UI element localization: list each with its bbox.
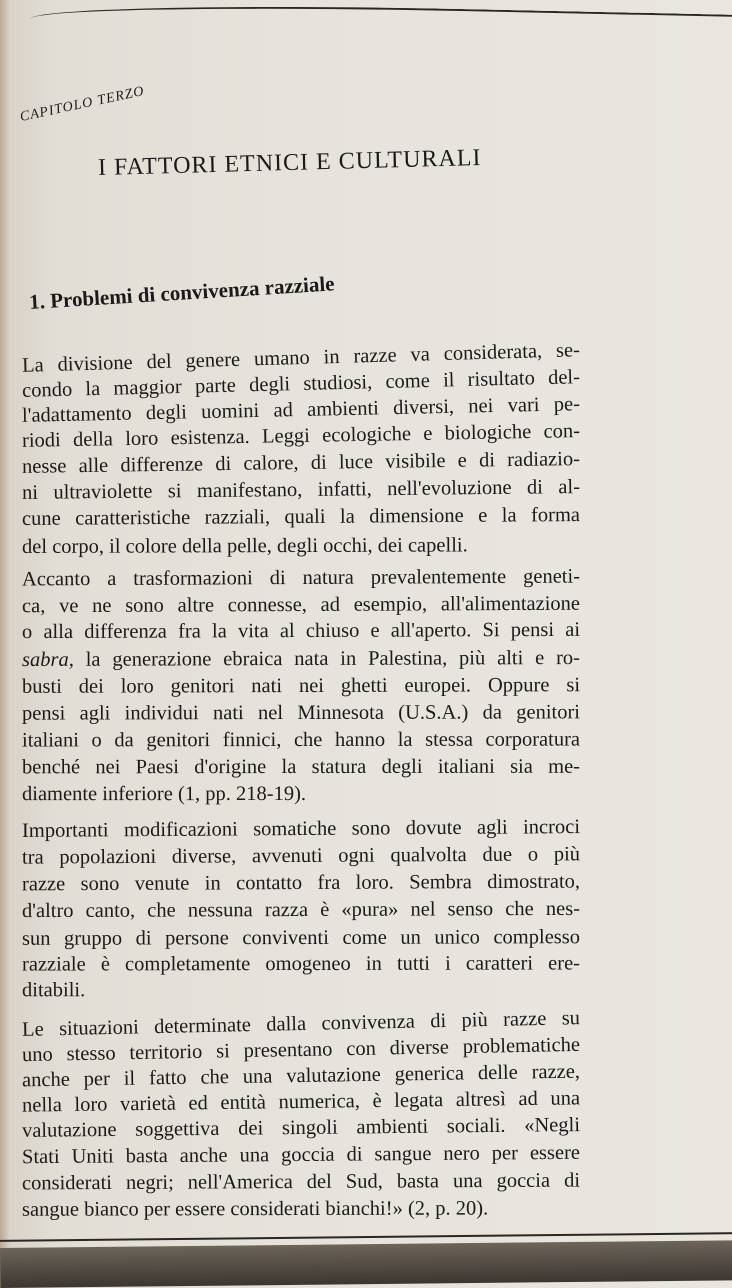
text-line: ni ultraviolette si manifestano, infatti, nell'evoluzione di al- (21, 476, 581, 504)
text-line: ca, ve ne sono altre connesse, ad esempio, all'alimentazione (21, 592, 581, 618)
text-line: benché nei Paesi d'origine la statura degli italiani sia me- (21, 755, 581, 779)
chapter-label: CAPITOLO TERZO (18, 83, 146, 126)
text-line: l'adattamento degli uomini ad ambienti diversi, nei vari pe- (21, 393, 581, 427)
text-line: cune caratteristiche razziali, quali la dimensione e la forma (21, 504, 581, 530)
text-line: del corpo, il colore della pelle, degli occhi, dei capelli. (21, 534, 468, 558)
text-line: busti dei loro genitori nati nei ghetti europei. Oppure si (21, 674, 581, 698)
top-rule (29, 0, 732, 47)
text-line: valutazione soggettiva dei singoli ambienti sociali. «Negli (21, 1114, 581, 1142)
text-line: Importanti modificazioni somatiche sono dovute agli incroci (21, 816, 581, 842)
chapter-title: I FATTORI ETNICI E CULTURALI (97, 144, 482, 182)
text-line: condo la maggior parte degli studiosi, come il risultato del- (21, 366, 581, 402)
text-line: razziale è completamente omogeneo in tutti i caratteri ere- (21, 952, 581, 976)
page-shadow (0, 1240, 732, 1288)
text-line: d'altro canto, che nessuna razza è «pura» nel senso che nes- (21, 897, 581, 923)
text-line: sangue bianco per essere considerati bianchi!» (2, p. 20). (21, 1197, 489, 1221)
text-line: sabra, la generazione ebraica nata in Palestina, più alti e ro- (21, 647, 581, 671)
text-line: sun gruppo di persone conviventi come un unico complesso (21, 926, 581, 950)
text-line: o alla differenza fra la vita al chiuso e all'aperto. Si pensi ai (21, 618, 581, 644)
text-line: anche per il fatto che una valutazione generica delle razze, (21, 1060, 581, 1092)
text-line: Stati Uniti basta anche una goccia di sangue nero per essere (21, 1141, 581, 1169)
text-line: Le situazioni determinate dalla convivenza di più razze su (21, 1007, 581, 1041)
text-line: diamente inferiore (1, pp. 218-19). (21, 782, 307, 806)
text-line: tra popolazioni diverse, avvenuti ogni qualvolta due o più (21, 843, 581, 869)
text-line: riodi della loro esistenza. Leggi ecologiche e biologiche con- (21, 420, 581, 452)
text-line: uno stesso territorio si presentano con diverse problematiche (21, 1033, 581, 1067)
text-line: considerati negri; nell'America del Sud, basta una goccia di (21, 1169, 581, 1195)
text-line: ditabili. (21, 979, 86, 1002)
text-line: pensi agli individui nati nel Minnesota (U.S.A.) da genitori (21, 701, 581, 725)
text-line: italiani o da genitori finnici, che hanno la stessa corporatura (21, 728, 581, 752)
text-line: Accanto a trasformazioni di natura prevalentemente geneti- (21, 565, 581, 591)
text-line: razze sono venute in contatto fra loro. Sembra dimostrato, (21, 870, 581, 896)
section-heading: 1. Problemi di convivenza razziale (28, 271, 336, 315)
text-line: La divisione del genere umano in razze va considerata, se- (21, 339, 581, 377)
text-line: nella loro varietà ed entità numerica, è legata altresì ad una (21, 1087, 581, 1117)
text-line: nesse alle differenze di calore, di luce visibile e di radiazio- (21, 448, 581, 478)
